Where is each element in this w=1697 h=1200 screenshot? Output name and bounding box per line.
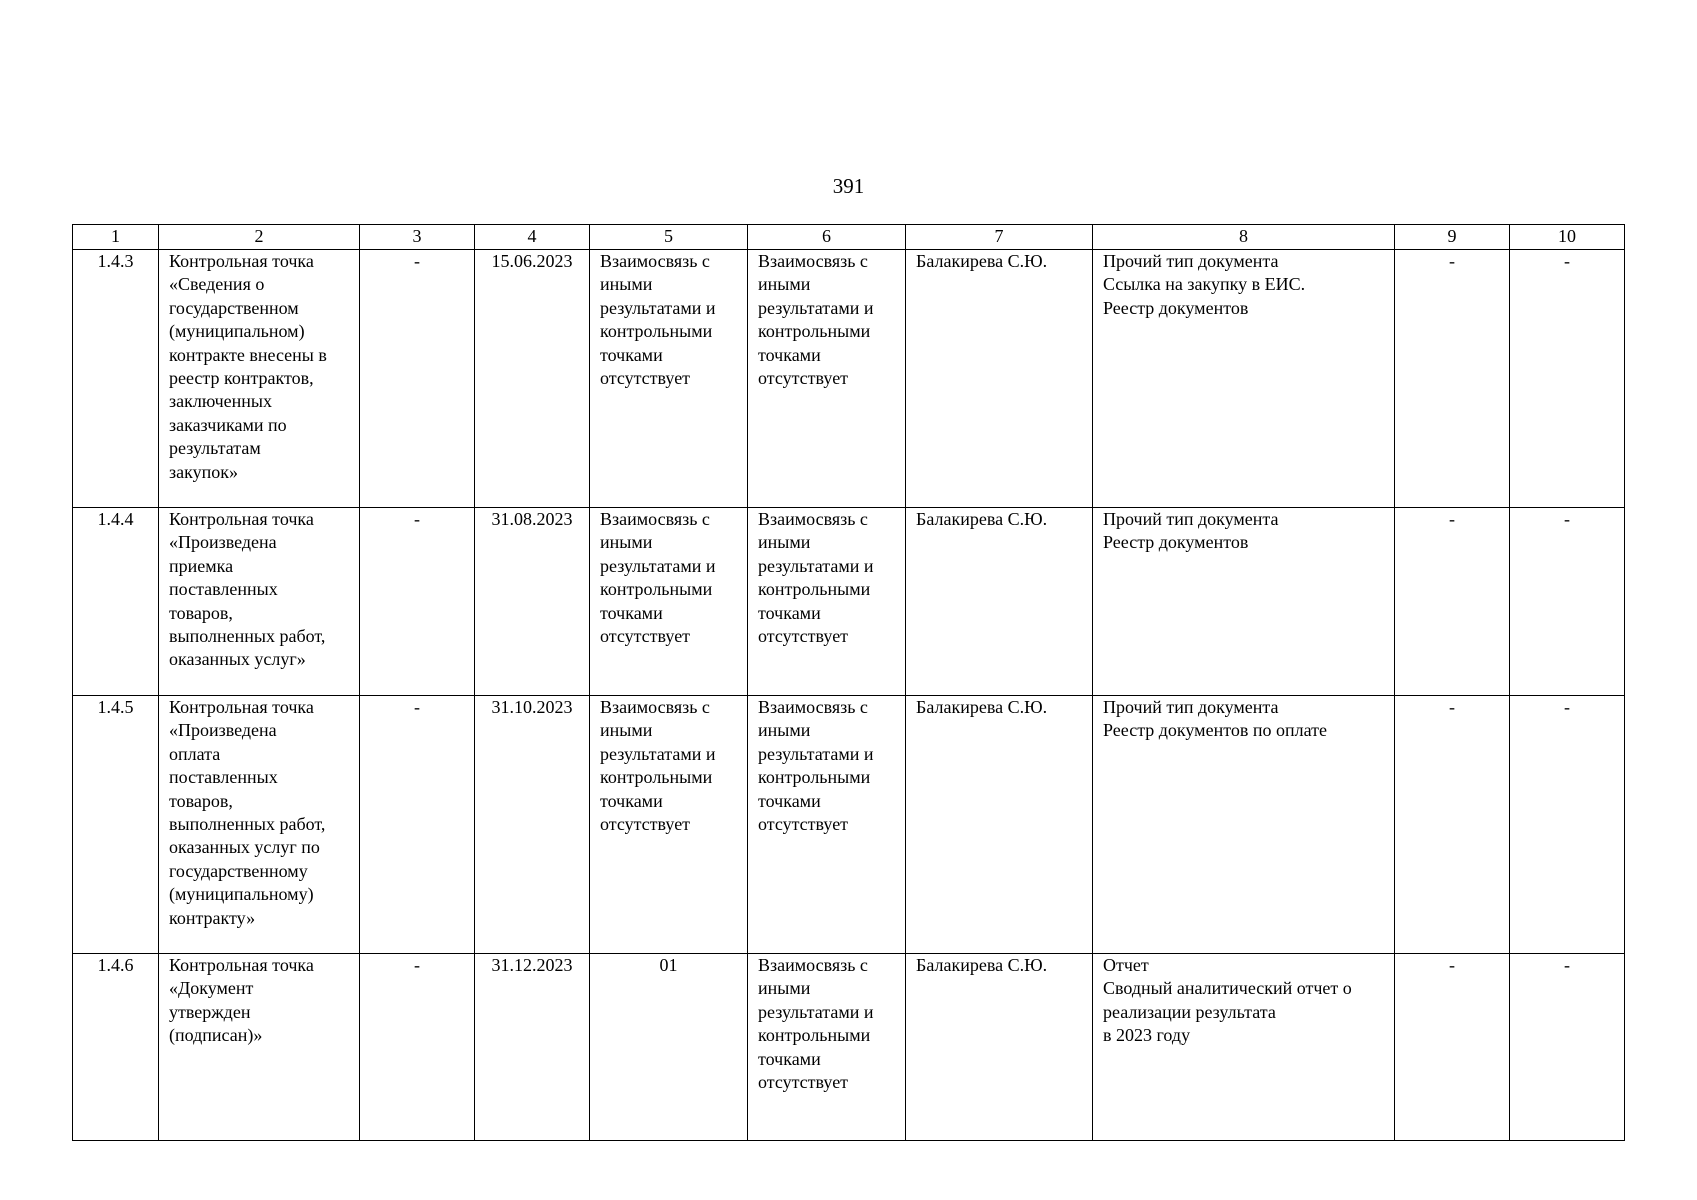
cell-col10: - [1510, 954, 1625, 1141]
row-number: 1.4.3 [73, 250, 159, 508]
cell-col9: - [1395, 250, 1510, 508]
cell-col6: Взаимосвязь с иными результатами и контрольными точками отсутствует [748, 696, 906, 954]
control-point-name: Контрольная точка «Сведения о государственном (муниципальном) контракте внесены в реестр контрактов, заключенных заказчиками по результатам закупок» [159, 250, 360, 508]
cell-col5: 01 [590, 954, 748, 1141]
deadline-date: 31.08.2023 [475, 508, 590, 696]
cell-col3: - [360, 954, 475, 1141]
column-header: 10 [1510, 225, 1625, 250]
cell-col5: Взаимосвязь с иными результатами и контрольными точками отсутствует [590, 508, 748, 696]
table-row [73, 508, 1625, 696]
cell-col5: Взаимосвязь с иными результатами и контрольными точками отсутствует [590, 250, 748, 508]
column-header: 7 [906, 225, 1093, 250]
document-type: Отчет Сводный аналитический отчет о реализации результата в 2023 году [1093, 954, 1395, 1141]
responsible-person: Балакирева С.Ю. [906, 250, 1093, 508]
table-row [73, 250, 1625, 508]
column-header: 2 [159, 225, 360, 250]
cell-col6: Взаимосвязь с иными результатами и контрольными точками отсутствует [748, 250, 906, 508]
cell-col9: - [1395, 954, 1510, 1141]
cell-col10: - [1510, 508, 1625, 696]
column-header: 9 [1395, 225, 1510, 250]
cell-col10: - [1510, 250, 1625, 508]
row-number: 1.4.5 [73, 696, 159, 954]
document-type: Прочий тип документа Реестр документов [1093, 508, 1395, 696]
cell-col6: Взаимосвязь с иными результатами и контрольными точками отсутствует [748, 508, 906, 696]
row-number: 1.4.6 [73, 954, 159, 1141]
responsible-person: Балакирева С.Ю. [906, 696, 1093, 954]
deadline-date: 31.12.2023 [475, 954, 590, 1141]
column-header: 5 [590, 225, 748, 250]
control-points-table [72, 224, 1625, 1141]
deadline-date: 15.06.2023 [475, 250, 590, 508]
cell-col3: - [360, 696, 475, 954]
cell-col3: - [360, 250, 475, 508]
control-point-name: Контрольная точка «Документ утвержден (подписан)» [159, 954, 360, 1141]
control-point-name: Контрольная точка «Произведена оплата поставленных товаров, выполненных работ, оказанных услуг по государственному (муниципальному) контракту» [159, 696, 360, 954]
column-header: 8 [1093, 225, 1395, 250]
row-number: 1.4.4 [73, 508, 159, 696]
column-header: 3 [360, 225, 475, 250]
cell-col3: - [360, 508, 475, 696]
responsible-person: Балакирева С.Ю. [906, 508, 1093, 696]
responsible-person: Балакирева С.Ю. [906, 954, 1093, 1141]
deadline-date: 31.10.2023 [475, 696, 590, 954]
cell-col9: - [1395, 508, 1510, 696]
column-header: 4 [475, 225, 590, 250]
document-type: Прочий тип документа Реестр документов по оплате [1093, 696, 1395, 954]
column-header: 6 [748, 225, 906, 250]
cell-col9: - [1395, 696, 1510, 954]
document-type: Прочий тип документа Ссылка на закупку в ЕИС. Реестр документов [1093, 250, 1395, 508]
column-header: 1 [73, 225, 159, 250]
table-header-row [73, 225, 1625, 250]
control-point-name: Контрольная точка «Произведена приемка поставленных товаров, выполненных работ, оказанных услуг» [159, 508, 360, 696]
cell-col10: - [1510, 696, 1625, 954]
cell-col6: Взаимосвязь с иными результатами и контрольными точками отсутствует [748, 954, 906, 1141]
table-row [73, 954, 1625, 1141]
table-row [73, 696, 1625, 954]
cell-col5: Взаимосвязь с иными результатами и контрольными точками отсутствует [590, 696, 748, 954]
page-number: 391 [832, 174, 865, 198]
